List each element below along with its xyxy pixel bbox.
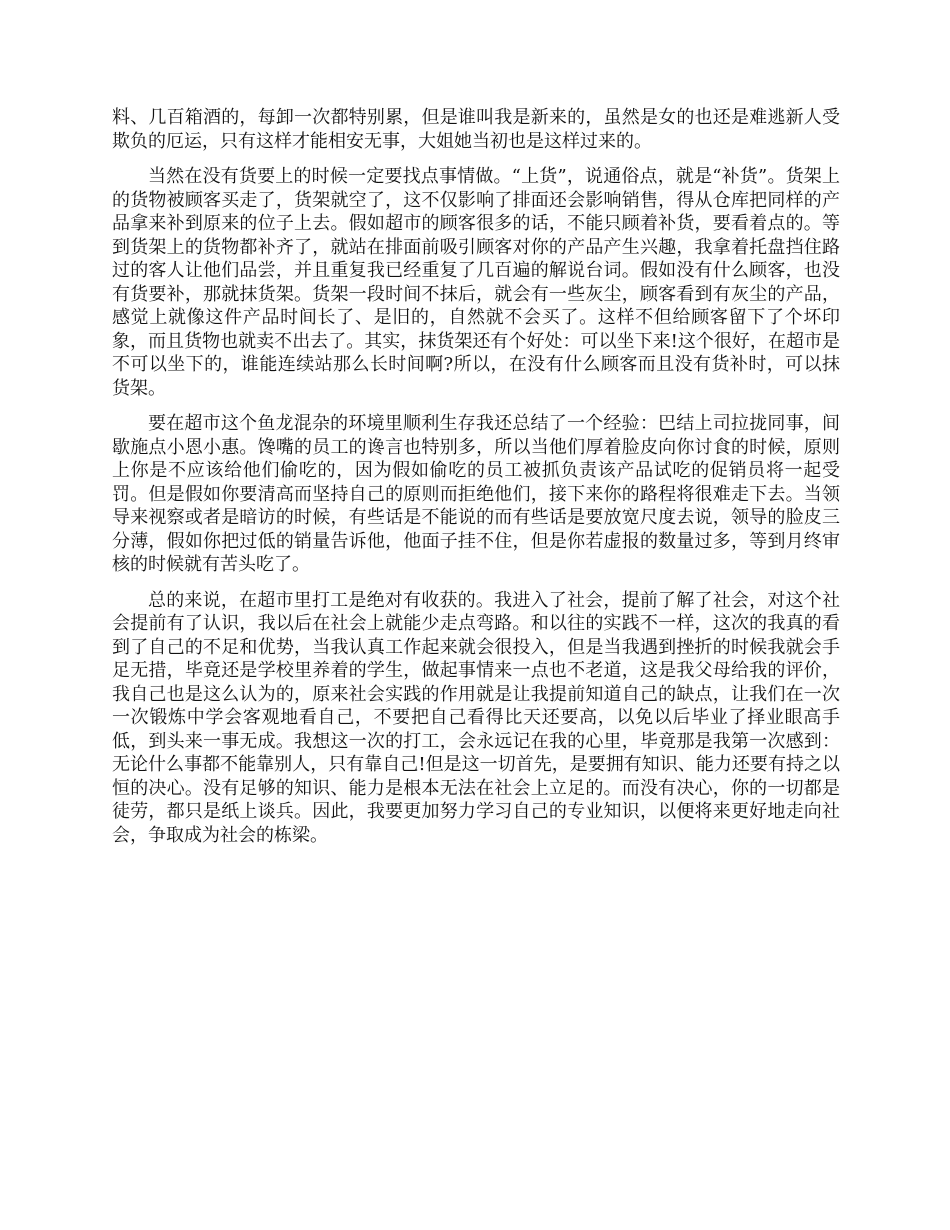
paragraph-2: 当然在没有货要上的时候一定要找点事情做。“上货”，说通俗点，就是“补货”。货架上的货物被顾客买走了，货架就空了，这不仅影响了排面还会影响销售，得从仓库把同样的产品拿来补到原来的位子上去。假如超市的顾客很多的话，不能只顾着补货，要看着点的。等到货架上的货物都补齐了，就站在排面前吸引顾客对你的产品产生兴趣，我拿着托盘挡住路过的客人让他们品尝，并且重复我已经重复了几百遍的解说台词。假如没有什么顾客，也没有货要补，那就抹货架。货架一段时间不抹后，就会有一些灰尘，顾客看到有灰尘的产品，感觉上就像这件产品时间长了、是旧的，自然就不会买了。这样不但给顾客留下了个坏印象，而且货物也就卖不出去了。其实，抹货架还有个好处：可以坐下来!这个很好，在超市是不可以坐下的，谁能连续站那么长时间啊?所以，在没有什么顾客而且没有货补时，可以抹货架。 (112, 166, 840, 399)
paragraph-3: 要在超市这个鱼龙混杂的环境里顺利生存我还总结了一个经验：巴结上司拉拢同事，间歇施点小恩小惠。馋嘴的员工的谗言也特别多，所以当他们厚着脸皮向你讨食的时候，原则上你是不应该给他们偷吃的，因为假如偷吃的员工被抓负责该产品试吃的促销员将一起受罚。但是假如你要清高而坚持自己的原则而拒绝他们，接下来你的路程将很难走下去。当领导来视察或者是暗访的时候，有些话是不能说的而有些话是要放宽尺度去说，领导的脸皮三分薄，假如你把过低的销量告诉他，他面子挂不住，但是你若虚报的数量过多，等到月终审核的时候就有苦头吃了。 (112, 413, 840, 575)
document-body (112, 106, 840, 859)
paragraph-1: 料、几百箱酒的，每卸一次都特别累，但是谁叫我是新来的，虽然是女的也还是难逃新人受欺负的厄运，只有这样才能相安无事，大姐她当初也是这样过来的。 (112, 107, 840, 152)
paragraph-4: 总的来说，在超市里打工是绝对有收获的。我进入了社会，提前了解了社会，对这个社会提前有了认识，我以后在社会上就能少走点弯路。和以往的实践不一样，这次的我真的看到了自己的不足和优势，当我认真工作起来就会很投入，但是当我遇到挫折的时候我就会手足无措，毕竟还是学校里养着的学生，做起事情来一点也不老道，这是我父母给我的评价，我自己也是这么认为的，原来社会实践的作用就是让我提前知道自己的缺点，让我们在一次一次锻炼中学会客观地看自己，不要把自己看得比天还要高，以免以后毕业了择业眼高手低，到头来一事无成。我想这一次的打工，会永远记在我的心里，毕竟那是我第一次感到：无论什么事都不能靠别人，只有靠自己!但是这一切首先，是要拥有知识、能力还要有持之以恒的决心。没有足够的知识、能力是根本无法在社会上立足的。而没有决心，你的一切都是徒劳，都只是纸上谈兵。因此，我要更加努力学习自己的专业知识，以便将来更好地走向社会，争取成为社会的栋梁。 (112, 589, 840, 846)
